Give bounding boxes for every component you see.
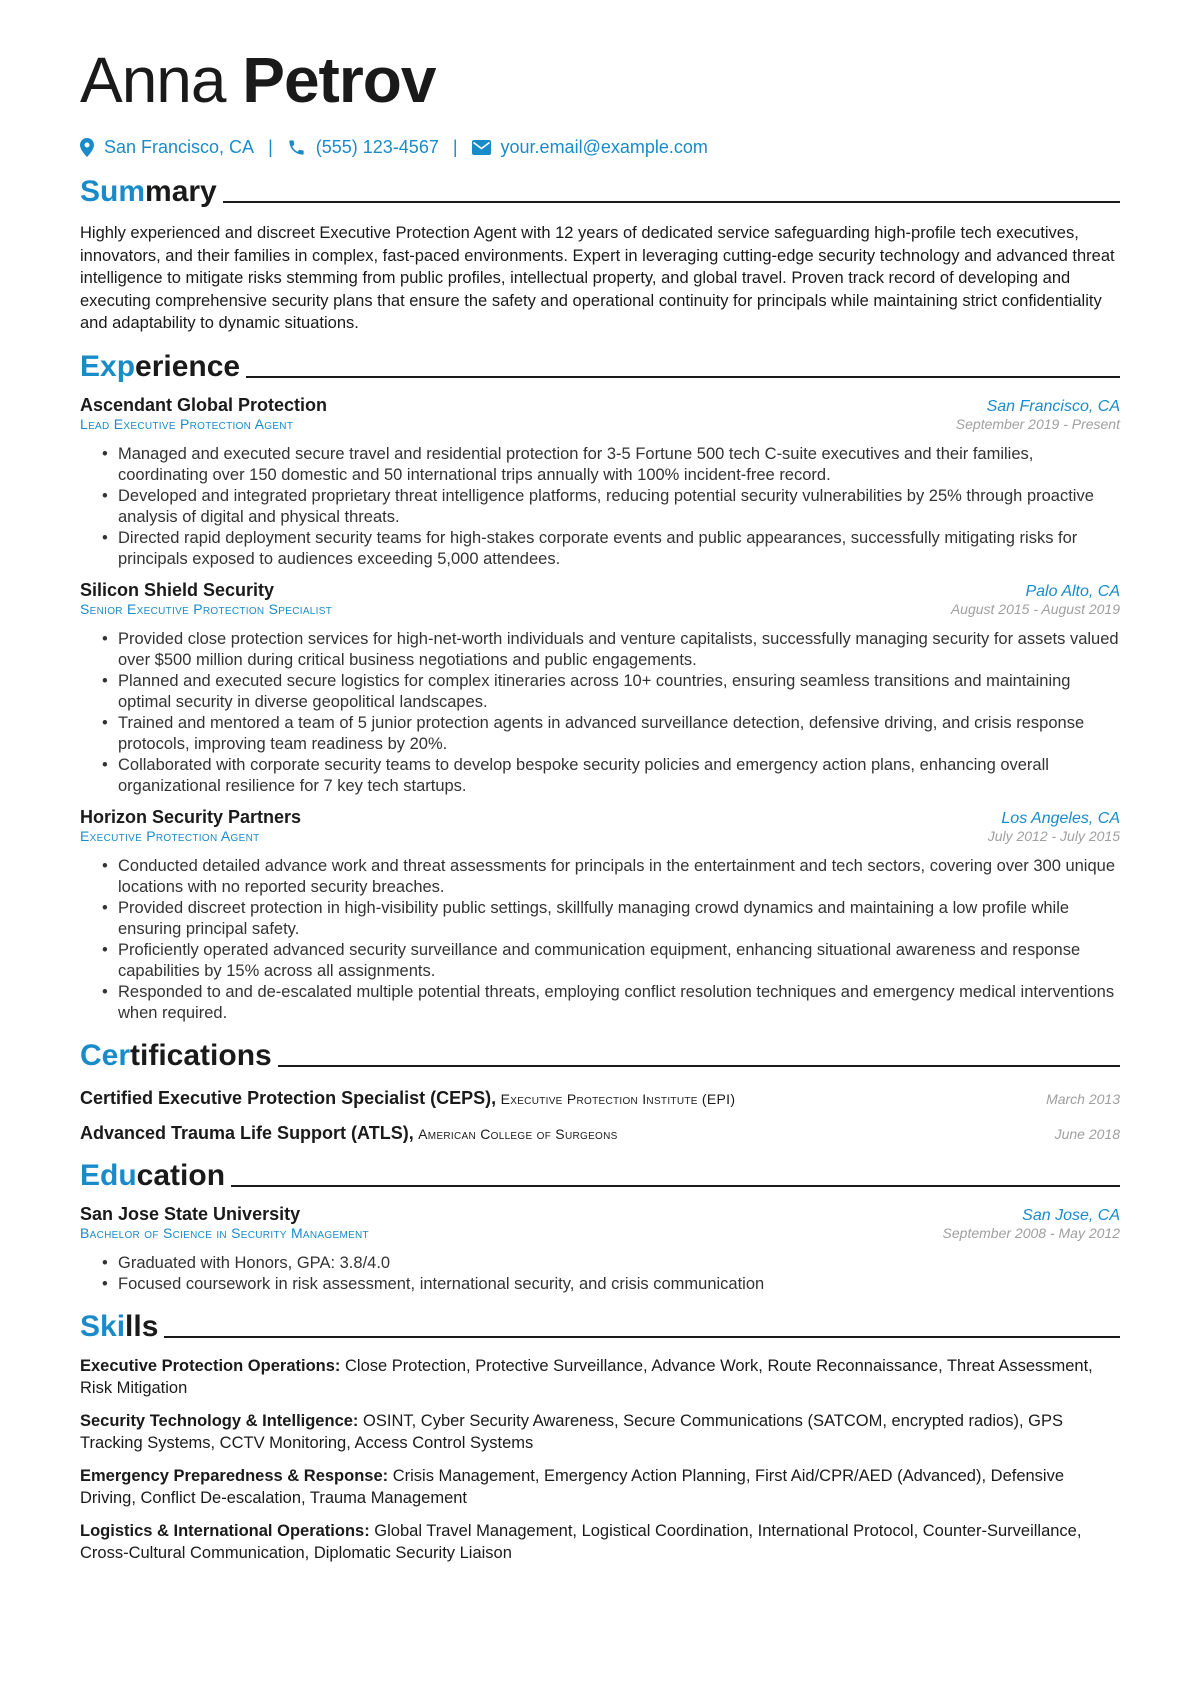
list-item: • Trained and mentored a team of 5 junior protection agents in advanced surveillance detection, defensive driving, and crisis response protocols, improving team readiness by 20%. [102,713,1120,755]
section-title: Experience [80,349,241,383]
job-company: Horizon Security Partners [80,806,302,827]
list-item: • Graduated with Honors, GPA: 3.8/4.0 [102,1253,1120,1274]
skill-group [80,1355,1120,1400]
phone-icon [287,138,306,157]
list-item: • Conducted detailed advance work and threat assessments for principals in the entertainment and tech sectors, covering over 300 unique locations with no reported security breaches. [102,856,1120,898]
list-item: • Provided discreet protection in high-visibility public settings, skillfully managing crowd dynamics and maintaining a low profile while ensuring principal safety. [102,898,1120,940]
section-rule [246,376,1120,378]
section-title: Education [80,1158,226,1192]
job-title: Executive Protection Agent [80,827,260,844]
education-dates: September 2008 - May 2012 [942,1224,1120,1241]
certification-date: March 2013 [1046,1090,1120,1107]
education-entry [80,1204,1120,1295]
email-link[interactable]: your.email@example.com [500,136,708,157]
list-item: • Managed and executed secure travel and residential protection for 3-5 Fortune 500 tech C-suite executives and their families, coordinating over 150 domestic and 50 international trips annually with 100% incident-free record. [102,444,1120,486]
section-rule [164,1336,1120,1338]
contact-phone[interactable] [287,137,439,158]
section-rule [278,1065,1120,1067]
candidate-name [80,40,1120,120]
summary-text: Highly experienced and discreet Executive Protection Agent with 12 years of dedicated service safeguarding high-profile tech executives, innovators, and their families in complex, fast-paced environments. Expert in leveraging cutting-edge security technology and advanced threat intelligence to mitigate risks stemming from public profiles, intellectual property, and global travel. Proven track record of developing and executing comprehensive security plans that ensure the safety and operational continuity for principals while maintaining strict confidentiality and adaptability to dynamic situations. [80,224,1115,332]
certification-name: Advanced Trauma Life Support (ATLS) [80,1122,409,1143]
job-bullets [102,629,1120,797]
last-name: Petrov [242,44,436,116]
contact-separator: | [268,136,273,157]
job-entry [80,807,1120,1024]
skill-group [80,1465,1120,1510]
section-rule [223,201,1120,203]
job-bullets [102,856,1120,1024]
job-dates: September 2019 - Present [955,415,1120,432]
skill-group [80,1410,1120,1455]
contact-location [80,137,254,158]
school-location: San Jose, CA [1022,1206,1120,1224]
list-item: • Provided close protection services for high-net-worth individuals and venture capitalists, successfully managing security for assets valued over $500 million during critical business negotiations and public engagements. [102,629,1120,671]
section-education-heading [80,1154,1120,1194]
section-title: Summary [80,175,217,208]
certification-issuer: Executive Protection Institute (EPI) [500,1090,736,1107]
job-title: Senior Executive Protection Specialist [80,600,333,617]
job-location: San Francisco, CA [986,397,1120,415]
skill-label: Security Technology & Intelligence: [80,1411,359,1430]
job-entry [80,580,1120,797]
list-item: • Focused coursework in risk assessment, international security, and crisis communication [102,1274,1120,1295]
degree: Bachelor of Science in Security Management [80,1224,369,1241]
list-item: • Planned and executed secure logistics for complex itineraries across 10+ countries, ensuring seamless transitions and maintaining optimal security in diverse geopolitical landscapes. [102,671,1120,713]
job-company: Ascendant Global Protection [80,394,328,415]
location-text: San Francisco, CA [104,136,255,157]
list-item: • Developed and integrated proprietary threat intelligence platforms, reducing potential security vulnerabilities by 25% through proactive analysis of digital and physical threats. [102,486,1120,528]
skill-values: Close Protection, Protective Surveillance, Advance Work, Route Reconnaissance, Threat Assessment, Risk Mitigation [80,1356,1093,1397]
resume-page [80,40,1120,1565]
section-summary-heading [80,170,1120,210]
list-item: • Proficiently operated advanced security surveillance and communication equipment, enhancing situational awareness and response capabilities by 15% across all assignments. [102,940,1120,982]
certification-name: Certified Executive Protection Specialist (CEPS) [80,1087,492,1108]
skill-label: Emergency Preparedness & Response: [80,1466,389,1485]
job-dates: August 2015 - August 2019 [950,600,1120,617]
section-title: Certifications [80,1038,272,1072]
job-entry [80,395,1120,570]
section-rule [231,1185,1120,1187]
skill-group [80,1520,1120,1565]
list-item: • Directed rapid deployment security teams for high-stakes corporate events and public appearances, successfully mitigating risks for principals exposed to audiences exceeding 5,000 attendees. [102,528,1120,570]
skill-label: Logistics & International Operations: [80,1521,370,1540]
job-title: Lead Executive Protection Agent [80,415,294,432]
list-item: • Collaborated with corporate security teams to develop bespoke security policies and emergency action plans, enhancing overall organizational resilience for 7 key tech startups. [102,755,1120,797]
certification-issuer: American College of Surgeons [418,1125,618,1142]
job-bullets [102,444,1120,570]
contact-separator: | [452,136,458,157]
certification-item: Advanced Trauma Life Support (ATLS), American College of Surgeons June 2018 [80,1122,1120,1143]
skill-values: Global Travel Management, Logistical Coordination, International Protocol, Counter-Surveillance, Cross-Cultural Communication, Diplomatic Security Liaison [80,1521,1082,1562]
education-bullets [102,1253,1120,1295]
job-location: Los Angeles, CA [1001,809,1120,827]
skill-label: Executive Protection Operations: [80,1356,341,1375]
certification-date: June 2018 [1054,1125,1120,1142]
skill-values: OSINT, Cyber Security Awareness, Secure Communications (SATCOM, encrypted radios), GPS Tracking Systems, CCTV Monitoring, Access Control Systems [80,1411,1063,1452]
envelope-icon [472,140,491,155]
job-location: Palo Alto, CA [1025,582,1120,600]
phone-text: (555) 123-4567 [315,136,439,157]
school-name: San Jose State University [80,1203,301,1224]
first-name: Anna [80,44,226,116]
job-company: Silicon Shield Security [80,579,275,600]
certification-item: Certified Executive Protection Specialist (CEPS), Executive Protection Institute (EPI) March 2013 [80,1087,1120,1108]
section-certifications-heading [80,1034,1120,1074]
job-dates: July 2012 - July 2015 [987,827,1120,844]
contact-line [80,134,1120,160]
contact-email[interactable] [472,137,708,158]
map-pin-icon [80,138,94,157]
skill-values: Crisis Management, Emergency Action Planning, First Aid/CPR/AED (Advanced), Defensive Driving, Conflict De-escalation, Trauma Management [80,1466,1065,1507]
section-skills-heading [80,1305,1120,1345]
section-experience-heading [80,345,1120,385]
list-item: • Responded to and de-escalated multiple potential threats, employing conflict resolution techniques and emergency medical interventions when required. [102,982,1120,1024]
section-title: Skills [80,1309,159,1343]
